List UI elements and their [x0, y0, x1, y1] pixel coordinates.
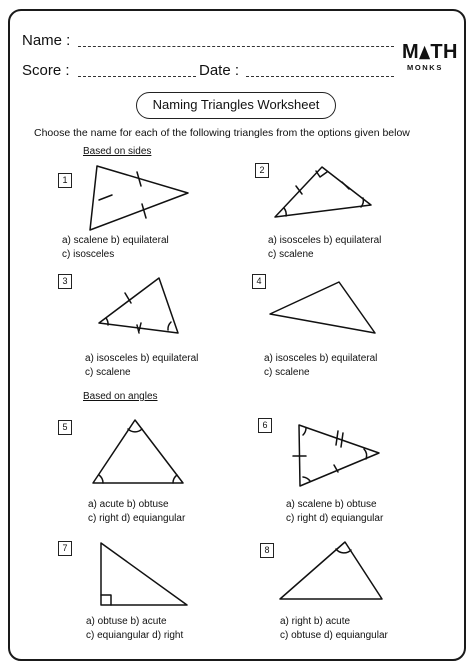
question-4-options-line-2: c) scalene: [264, 367, 310, 378]
question-number-6: 6: [258, 418, 272, 433]
question-number-4: 4: [252, 274, 266, 289]
triangle-5: [93, 420, 183, 483]
question-7-options-line-2: c) equiangular d) right: [86, 630, 184, 641]
question-2-options-line-2: c) scalene: [268, 249, 314, 260]
triangle-4: [270, 282, 375, 333]
section-heading-sides: Based on sides: [83, 146, 152, 157]
question-number-3: 3: [58, 274, 72, 289]
triangle-3: [99, 278, 178, 333]
triangle-1: [90, 166, 188, 230]
logo-m: M: [402, 41, 420, 63]
question-5-options-line-1: a) acute b) obtuse: [88, 499, 169, 510]
question-3-options-line-2: c) scalene: [85, 367, 131, 378]
triangle-2: [275, 167, 371, 217]
question-6-options-line-1: a) scalene b) obtuse: [286, 499, 377, 510]
question-4-options-line-1: a) isosceles b) equilateral: [264, 353, 378, 364]
worksheet-title: Naming Triangles Worksheet: [136, 92, 336, 119]
question-3-options-line-1: a) isosceles b) equilateral: [85, 353, 199, 364]
triangle-7: [101, 543, 187, 605]
question-2-options-line-1: a) isosceles b) equilateral: [268, 235, 382, 246]
question-number-2: 2: [255, 163, 269, 178]
question-8-options-line-1: a) right b) acute: [280, 616, 351, 627]
question-8-options-line-2: c) obtuse d) equiangular: [280, 630, 388, 641]
question-5-options-line-2: c) right d) equiangular: [88, 513, 186, 524]
date-label: Date :: [199, 62, 240, 79]
name-label: Name :: [22, 32, 71, 49]
logo-monks-text: MONKS: [407, 63, 443, 72]
question-number-7: 7: [58, 541, 72, 556]
section-heading-angles: Based on angles: [83, 391, 158, 402]
question-1-options-line-1: a) scalene b) equilateral: [62, 235, 169, 246]
question-number-1: 1: [58, 173, 72, 188]
logo-th: TH: [430, 41, 458, 63]
triangle-6: [293, 425, 379, 486]
question-number-5: 5: [58, 420, 72, 435]
question-6-options-line-2: c) right d) equiangular: [286, 513, 384, 524]
question-1-options-line-2: c) isosceles: [62, 249, 115, 260]
question-number-8: 8: [260, 543, 274, 558]
instructions: Choose the name for each of the following triangles from the options given below: [34, 127, 410, 139]
triangle-8: [280, 542, 382, 599]
score-label: Score :: [22, 62, 70, 79]
question-7-options-line-1: a) obtuse b) acute: [86, 616, 167, 627]
